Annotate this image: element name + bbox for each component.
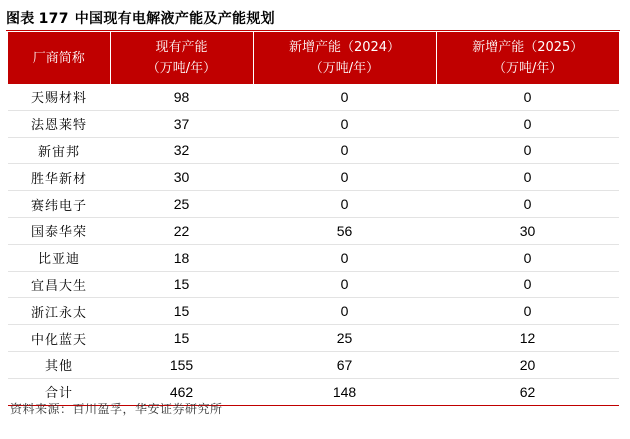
current-capacity-cell: 155 [110, 351, 253, 378]
header-company-label: 厂商简称 [32, 50, 85, 66]
company-name-cell: 胜华新材 [8, 164, 110, 191]
new-capacity-2024-cell: 0 [253, 84, 436, 110]
current-capacity-cell: 462 [110, 378, 253, 405]
figure-title [6, 8, 275, 28]
current-capacity-cell: 30 [110, 164, 253, 191]
table-row [8, 325, 619, 352]
table-row [8, 137, 619, 164]
new-capacity-2025-cell: 20 [436, 351, 619, 378]
current-capacity-cell: 15 [110, 325, 253, 352]
new-capacity-2024-cell: 0 [253, 164, 436, 191]
current-capacity-cell: 15 [110, 271, 253, 298]
header-new-capacity-2024-unit: （万吨/年） [309, 61, 380, 76]
figure-caption: 中国现有电解液产能及产能规划 [74, 11, 275, 27]
figure-number: 177 [38, 11, 69, 27]
company-name-cell: 新宙邦 [8, 137, 110, 164]
new-capacity-2024-cell: 0 [253, 271, 436, 298]
new-capacity-2024-cell: 0 [253, 137, 436, 164]
table-row [8, 191, 619, 218]
table-row [8, 271, 619, 298]
table-row [8, 164, 619, 191]
new-capacity-2024-cell: 67 [253, 351, 436, 378]
company-name-cell: 中化蓝天 [8, 325, 110, 352]
company-name-cell: 其他 [8, 351, 110, 378]
company-name-cell: 合计 [8, 378, 110, 405]
new-capacity-2024-cell: 0 [253, 244, 436, 271]
table-row [8, 217, 619, 244]
new-capacity-2025-cell: 0 [436, 84, 619, 110]
current-capacity-cell: 18 [110, 244, 253, 271]
table-row [8, 351, 619, 378]
new-capacity-2025-cell: 0 [436, 164, 619, 191]
company-name-cell: 赛纬电子 [8, 191, 110, 218]
current-capacity-cell: 22 [110, 217, 253, 244]
capacity-table [8, 32, 619, 406]
table-row [8, 298, 619, 325]
current-capacity-cell: 98 [110, 84, 253, 110]
new-capacity-2025-cell: 0 [436, 271, 619, 298]
table-row [8, 84, 619, 110]
new-capacity-2024-cell: 0 [253, 191, 436, 218]
header-current-capacity-label: 现有产能 [155, 40, 208, 55]
company-name-cell: 宜昌大生 [8, 271, 110, 298]
current-capacity-cell: 15 [110, 298, 253, 325]
new-capacity-2025-cell: 0 [436, 110, 619, 137]
new-capacity-2024-cell: 148 [253, 378, 436, 405]
header-company [8, 32, 110, 84]
header-new-capacity-2025 [436, 32, 619, 84]
table-header-row [8, 32, 619, 84]
new-capacity-2024-cell: 25 [253, 325, 436, 352]
table-row [8, 110, 619, 137]
current-capacity-cell: 25 [110, 191, 253, 218]
table-body [8, 84, 619, 405]
header-new-capacity-2025-label: 新增产能（2025） [472, 40, 584, 55]
header-new-capacity-2025-unit: （万吨/年） [493, 61, 563, 76]
new-capacity-2025-cell: 0 [436, 244, 619, 271]
current-capacity-cell: 32 [110, 137, 253, 164]
header-new-capacity-2024 [253, 32, 436, 84]
table-row [8, 244, 619, 271]
new-capacity-2025-cell: 0 [436, 298, 619, 325]
company-name-cell: 比亚迪 [8, 244, 110, 271]
source-note: 资料来源：百川盈孚，华安证券研究所 [10, 402, 223, 416]
title-divider [6, 30, 620, 31]
new-capacity-2024-cell: 56 [253, 217, 436, 244]
new-capacity-2025-cell: 62 [436, 378, 619, 405]
new-capacity-2025-cell: 0 [436, 137, 619, 164]
current-capacity-cell: 37 [110, 110, 253, 137]
company-name-cell: 法恩莱特 [8, 110, 110, 137]
company-name-cell: 国泰华荣 [8, 217, 110, 244]
figure-label: 图表 [6, 11, 35, 27]
new-capacity-2024-cell: 0 [253, 298, 436, 325]
company-name-cell: 天赐材料 [8, 84, 110, 110]
new-capacity-2025-cell: 30 [436, 217, 619, 244]
header-new-capacity-2024-label: 新增产能（2024） [288, 40, 401, 55]
new-capacity-2025-cell: 12 [436, 325, 619, 352]
company-name-cell: 浙江永太 [8, 298, 110, 325]
header-current-capacity [110, 32, 253, 84]
new-capacity-2025-cell: 0 [436, 191, 619, 218]
header-current-capacity-unit: （万吨/年） [146, 61, 217, 76]
new-capacity-2024-cell: 0 [253, 110, 436, 137]
